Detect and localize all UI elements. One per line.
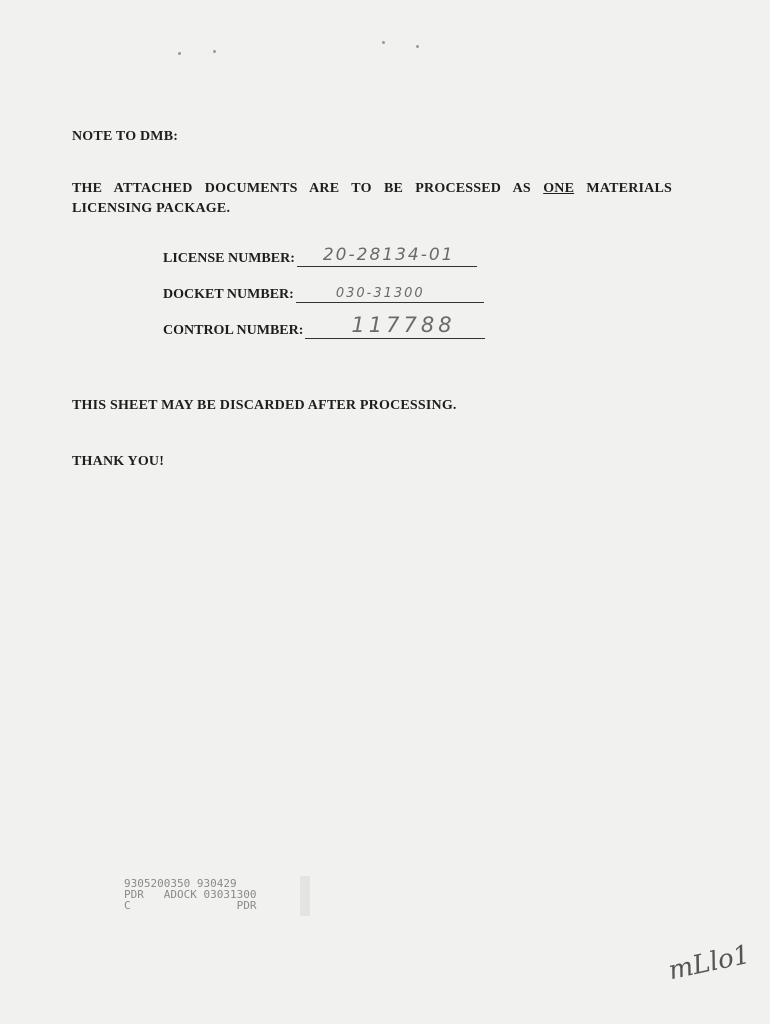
handwritten-initials: mLlo1 bbox=[665, 939, 753, 987]
discard-notice: THIS SHEET MAY BE DISCARDED AFTER PROCESSING. bbox=[72, 398, 457, 413]
scan-speck bbox=[382, 41, 385, 44]
stamp-shadow bbox=[300, 876, 310, 916]
docket-number-field bbox=[163, 282, 484, 303]
control-number-label: CONTROL NUMBER: bbox=[163, 323, 304, 338]
scan-speck bbox=[416, 45, 419, 48]
instruction-paragraph bbox=[72, 179, 672, 219]
control-number-field bbox=[163, 313, 485, 339]
scan-speck bbox=[178, 52, 181, 55]
paragraph-text-before: THE ATTACHED DOCUMENTS ARE TO BE PROCESSED AS bbox=[72, 181, 544, 196]
license-number-label: LICENSE NUMBER: bbox=[163, 251, 295, 266]
document-stamp bbox=[124, 878, 256, 911]
license-number-blank bbox=[297, 246, 477, 267]
note-heading: NOTE TO DMB: bbox=[72, 129, 179, 144]
docket-number-value: 030-31300 bbox=[335, 286, 425, 301]
license-number-field bbox=[163, 246, 477, 267]
stamp-line-3: C PDR bbox=[124, 899, 257, 912]
control-number-blank bbox=[305, 313, 485, 339]
scan-speck bbox=[213, 50, 216, 53]
stamp-line-1: 9305200350 930429 bbox=[124, 877, 237, 890]
paragraph-text-after: MATERIALS LICENSING PACKAGE. bbox=[72, 181, 672, 216]
paragraph-emphasis: ONE bbox=[543, 181, 575, 196]
thank-you: THANK YOU! bbox=[72, 454, 165, 469]
license-number-value: 20-28134-01 bbox=[322, 245, 455, 265]
docket-number-blank bbox=[296, 282, 484, 303]
control-number-value: 117788 bbox=[351, 313, 456, 337]
docket-number-label: DOCKET NUMBER: bbox=[163, 287, 294, 302]
stamp-line-2: PDR ADOCK 03031300 bbox=[124, 888, 257, 901]
